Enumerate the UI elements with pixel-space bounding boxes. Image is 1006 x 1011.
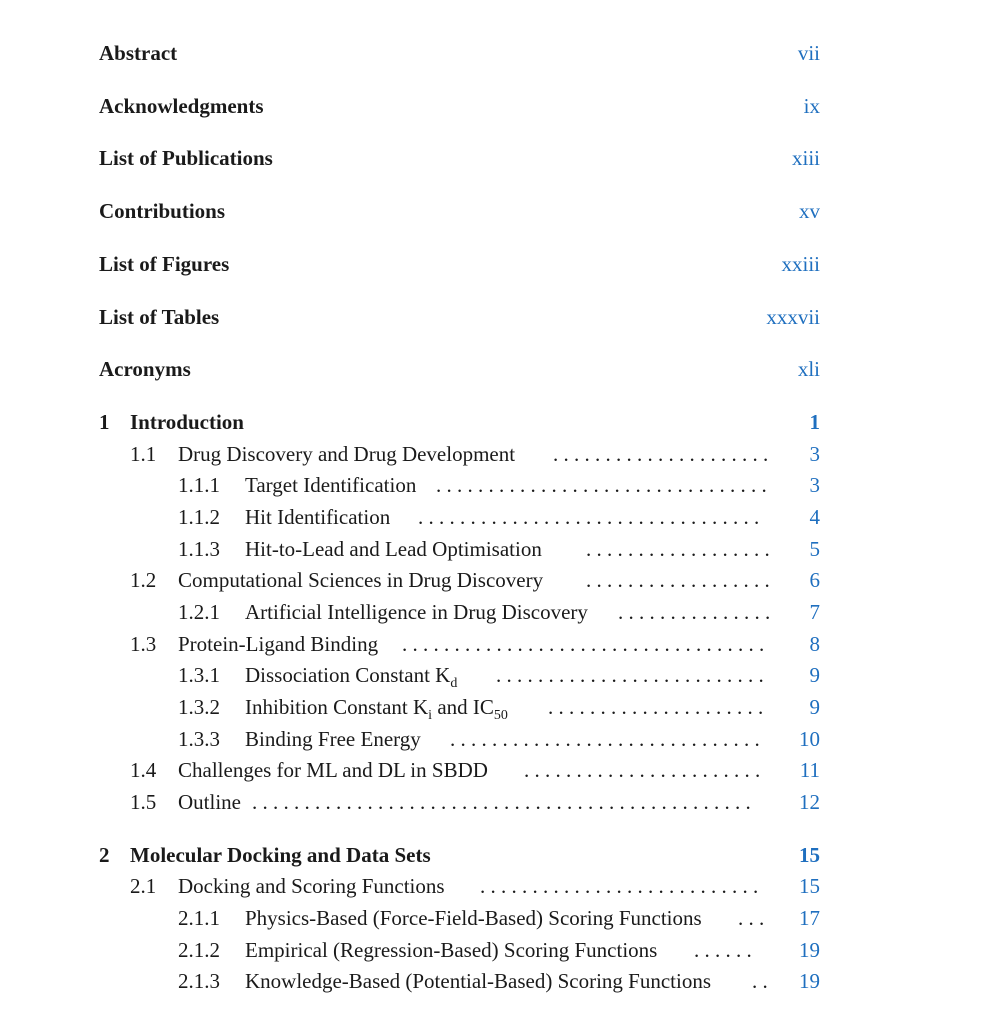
subsection-number: 2.1.3 <box>178 969 220 993</box>
toc-page-link[interactable]: 9 <box>809 663 820 687</box>
subsection-number: 1.3.1 <box>178 663 220 687</box>
subsection-number: 2.1.2 <box>178 938 220 962</box>
toc-entry-title: Contributions <box>99 199 226 223</box>
section-title: Protein-Ligand Binding <box>178 632 379 656</box>
subsection-title: Physics-Based (Force-Field-Based) Scoring Functions <box>245 906 702 930</box>
toc-page-link[interactable]: 3 <box>809 442 820 466</box>
toc-entry-list-of-figures[interactable] <box>99 249 229 279</box>
toc-entry-acknowledgments[interactable] <box>99 91 264 121</box>
leader-dots: . . . . . . . . . . . . . . . . . . . . . <box>553 442 769 466</box>
subscript: 50 <box>493 708 508 724</box>
toc-entry-title: List of Publications <box>99 146 273 170</box>
toc-chapter-1[interactable] <box>99 407 244 437</box>
toc-subsection[interactable] <box>178 966 711 996</box>
toc-entry-list-of-publications[interactable] <box>99 143 273 173</box>
toc-section[interactable] <box>130 787 241 817</box>
subsection-title: Hit Identification <box>245 505 391 529</box>
toc-section[interactable] <box>130 629 378 659</box>
subsection-title: Dissociation Constant $K_d$ <box>245 663 458 692</box>
toc-page-link[interactable]: 9 <box>809 695 820 719</box>
toc-page-link[interactable]: 17 <box>799 906 820 930</box>
subsection-title: Hit-to-Lead and Lead Optimisation <box>245 537 542 561</box>
toc-page-link[interactable]: xiii <box>791 146 820 170</box>
subsection-title: Artificial Intelligence in Drug Discovery <box>245 600 588 624</box>
toc-page-link[interactable]: 1 <box>809 410 820 434</box>
subscript: i <box>428 708 433 724</box>
leader-dots: . . . . . . . . . . . . . . . . . . . . . . . . . . . . . . . . <box>436 473 767 497</box>
toc-entry-list-of-tables[interactable] <box>99 302 219 332</box>
subsection-title: Target Identification <box>245 473 417 497</box>
leader-dots: . . . . . . <box>694 938 752 962</box>
subsection-number: 1.1.2 <box>178 505 220 529</box>
toc-entry-title: Acknowledgments <box>99 94 264 118</box>
toc-page-link[interactable]: 15 <box>799 843 820 867</box>
leader-dots: . . . . . . . . . . . . . . . <box>618 600 771 624</box>
toc-page-link[interactable]: 6 <box>809 568 820 592</box>
chapter-title: Molecular Docking and Data Sets <box>130 843 431 867</box>
toc-subsection[interactable] <box>178 935 657 965</box>
section-number: 1.3 <box>130 632 157 656</box>
leader-dots: . . . . . . . . . . . . . . . . . . . . . . . . . . <box>496 663 764 687</box>
section-title: Computational Sciences in Drug Discovery <box>178 568 544 592</box>
leader-dots: . . . . . . . . . . . . . . . . . . . . . . . <box>524 758 761 782</box>
subsection-title: Inhibition Constant $K_i$ and $IC_{50}$ <box>245 695 508 724</box>
subsection-number: 1.3.3 <box>178 727 220 751</box>
toc-subsection[interactable] <box>178 692 508 722</box>
section-number: 2.1 <box>130 874 157 898</box>
toc-section[interactable] <box>130 871 445 901</box>
section-number: 1.1 <box>130 442 157 466</box>
toc-entry-title: List of Figures <box>99 252 230 276</box>
toc-page-link[interactable]: 19 <box>799 938 820 962</box>
subsection-number: 2.1.1 <box>178 906 220 930</box>
toc-page-link[interactable]: ix <box>803 94 820 118</box>
toc-page-link[interactable]: xv <box>799 199 820 223</box>
leader-dots: . . . . . . . . . . . . . . . . . . . . . . . . . . . . . . . . . . . . . . . . . . . . . . . . <box>252 790 751 814</box>
section-number: 1.5 <box>130 790 157 814</box>
leader-dots: . . . . . . . . . . . . . . . . . . <box>586 568 770 592</box>
toc-subsection[interactable] <box>178 597 588 627</box>
chapter-number: 2 <box>99 843 110 867</box>
toc-entry-title: Acronyms <box>99 357 191 381</box>
toc-page-link[interactable]: 7 <box>809 600 820 624</box>
section-title: Challenges for ML and DL in SBDD <box>178 758 488 782</box>
section-title: Docking and Scoring Functions <box>178 874 445 898</box>
toc-page-link[interactable]: 8 <box>809 632 820 656</box>
toc-page-link[interactable]: xli <box>797 357 820 381</box>
section-title: Drug Discovery and Drug Development <box>178 442 516 466</box>
toc-entry-abstract[interactable] <box>99 38 177 68</box>
toc-subsection[interactable] <box>178 903 702 933</box>
subsection-title: Knowledge-Based (Potential-Based) Scoring Functions <box>245 969 711 993</box>
toc-page-link[interactable]: 19 <box>799 969 820 993</box>
leader-dots: . . . . . . . . . . . . . . . . . . . . . . . . . . . . . . . . . . . <box>402 632 765 656</box>
toc-page-link[interactable]: 3 <box>809 473 820 497</box>
toc-page-link[interactable]: 11 <box>799 758 820 782</box>
leader-dots: . . . . . . . . . . . . . . . . . . <box>586 537 770 561</box>
toc-page-link[interactable]: xxiii <box>781 252 820 276</box>
toc-entry-acronyms[interactable] <box>99 354 191 384</box>
leader-dots: . . . . . . . . . . . . . . . . . . . . . . . . . . . . . . . . . <box>418 505 760 529</box>
toc-subsection[interactable] <box>178 470 416 500</box>
subsection-number: 1.2.1 <box>178 600 220 624</box>
leader-dots: . . . . . . . . . . . . . . . . . . . . . . . . . . . <box>480 874 759 898</box>
toc-page-link[interactable]: 5 <box>809 537 820 561</box>
toc-page-link[interactable]: vii <box>797 41 820 65</box>
chapter-number: 1 <box>99 410 110 434</box>
section-number: 1.4 <box>130 758 157 782</box>
section-number: 1.2 <box>130 568 157 592</box>
toc-entry-title: Abstract <box>99 41 178 65</box>
toc-section[interactable] <box>130 439 515 469</box>
subscript: d <box>450 676 458 692</box>
toc-subsection[interactable] <box>178 534 542 564</box>
leader-dots: . . <box>752 969 768 993</box>
toc-subsection[interactable] <box>178 660 457 690</box>
leader-dots: . . . <box>738 906 765 930</box>
subsection-title: Empirical (Regression-Based) Scoring Functions <box>245 938 658 962</box>
toc-section[interactable] <box>130 565 543 595</box>
subsection-number: 1.1.3 <box>178 537 220 561</box>
toc-entry-contributions[interactable] <box>99 196 225 226</box>
toc-section[interactable] <box>130 755 488 785</box>
chapter-title: Introduction <box>130 410 244 434</box>
toc-entry-title: List of Tables <box>99 305 220 329</box>
subsection-number: 1.3.2 <box>178 695 220 719</box>
leader-dots: . . . . . . . . . . . . . . . . . . . . . <box>548 695 764 719</box>
toc-page-link[interactable]: 10 <box>799 727 820 751</box>
toc-page-link[interactable]: xxxvii <box>766 305 820 329</box>
toc-subsection[interactable] <box>178 724 421 754</box>
toc-page-link[interactable]: 12 <box>799 790 820 814</box>
toc-page-link[interactable]: 15 <box>799 874 820 898</box>
toc-subsection[interactable] <box>178 502 390 532</box>
toc-chapter-2[interactable] <box>99 840 431 870</box>
section-title: Outline <box>178 790 241 814</box>
subsection-number: 1.1.1 <box>178 473 220 497</box>
leader-dots: . . . . . . . . . . . . . . . . . . . . . . . . . . . . . . <box>450 727 760 751</box>
subsection-title: Binding Free Energy <box>245 727 421 751</box>
toc-page-link[interactable]: 4 <box>809 505 820 529</box>
